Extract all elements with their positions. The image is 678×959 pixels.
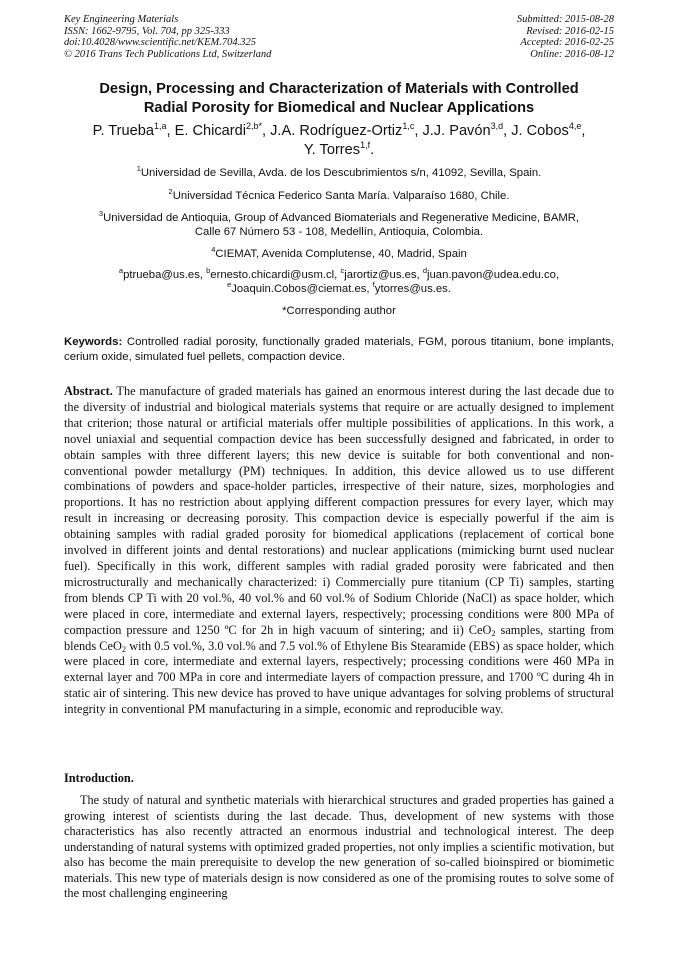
affil-num: 1 (136, 164, 141, 173)
author-sep: , (262, 123, 271, 139)
email-sup: b (206, 266, 211, 275)
email-sup: c (340, 266, 345, 275)
journal-info-header (64, 14, 271, 60)
author-list (56, 122, 622, 160)
affiliation-4 (60, 247, 618, 261)
affil-text: CIEMAT, Avenida Complutense, 40, Madrid, Spain (215, 248, 467, 260)
abstract-text: with 0.5 vol.%, 3.0 vol.% and 7.5 vol.% of Ethylene Bis Stearamide (EBS) as space holder, which were placed in core, intermediate and external layers, respectively; processing conditions were 460 MPa in external layer and 700 MPa in core and intermediate layers of compaction pressure, and 1700 ºC during 4h in static air of sintering. This new device has proved to have unique advantages for solving problems of structural integrity in conventional PM manufacturing in a simple, economic and reproducible way. (64, 638, 614, 717)
date-submitted: Submitted: 2015-08-28 (516, 14, 614, 25)
date-online: Online: 2016-08-12 (530, 48, 614, 60)
author-name: P. Trueba (92, 123, 154, 139)
author-affil-sup: 1,c (402, 121, 415, 131)
author-sep: . (370, 142, 375, 158)
affil-num: 3 (98, 209, 104, 218)
affil-num: 4 (211, 245, 216, 254)
journal-issn: ISSN: 1662-9795, Vol. 704, pp 325-333 (64, 25, 230, 37)
date-revised: Revised: 2016-02-15 (526, 25, 614, 37)
keywords-label: Keywords: (64, 336, 123, 348)
abstract-text: samples, starting from blends CeO (64, 622, 614, 653)
author-name: J. Cobos (511, 123, 569, 139)
author-sep: , (503, 123, 512, 139)
affil-text: Universidad Técnica Federico Santa María. Valparaíso 1680, Chile. (172, 190, 510, 202)
email-address: jarortiz@us.es, (344, 269, 423, 281)
affiliation-2 (60, 189, 618, 203)
journal-copyright: © 2016 Trans Tech Publications Ltd, Switzerland (64, 48, 272, 60)
affil-num: 2 (168, 187, 173, 196)
author-name: E. Chicardi (174, 123, 246, 139)
author-affil-sup: 1,f (360, 140, 371, 150)
abstract-subscript: 2 (121, 643, 127, 654)
email-list (60, 268, 618, 296)
email-address: ernesto.chicardi@usm.cl, (210, 269, 341, 281)
author-sep: , (166, 123, 175, 139)
email-sup: f (372, 280, 375, 289)
author-sep: , (414, 123, 423, 139)
abstract-label: Abstract. (64, 384, 113, 398)
email-sup: d (422, 266, 428, 275)
dates-header (517, 14, 614, 60)
author-affil-sup: 3,d (490, 121, 504, 131)
abstract (64, 384, 614, 718)
introduction-paragraph: The study of natural and synthetic materials with hierarchical structures and graded properties has gained a growing interest of scientists during the last decade. Thus, development of new systems with those characteristics has also recently attracted an enormous industrial and technological interest. The deep understanding of natural systems with optimized graded properties, not only implies a scientific motivation, but also has become the main prerequisite to develop the new generation of so-called bioinspired or biomimetic materials. This new type of materials design is now considered as one of the promising routes to solve some of the most challenging engineering (64, 793, 614, 900)
title-line-2: Radial Porosity for Biomedical and Nuclear Applications (143, 100, 535, 116)
author-affil-sup: 2,b* (246, 121, 263, 131)
author-sep: , (581, 123, 586, 139)
affil-text-line-2: Calle 67 Número 53 - 108, Medellín, Antioquia, Colombia. (194, 226, 484, 238)
affiliation-1 (60, 166, 618, 180)
affil-text: Universidad de Antioquia, Group of Advanced Biomaterials and Regenerative Medicine, BAMR, (103, 212, 580, 224)
corresponding-author-note: *Corresponding author (282, 305, 396, 317)
author-name: J.A. Rodríguez-Ortiz (270, 123, 403, 139)
journal-name: Key Engineering Materials (64, 14, 179, 25)
email-sup: e (227, 280, 232, 289)
email-address: juan.pavon@udea.edu.co, (427, 269, 560, 281)
affil-text: Universidad de Sevilla, Avda. de los Descubrimientos s/n, 41092, Sevilla, Spain. (140, 167, 542, 179)
email-address: ytorres@us.es. (374, 283, 451, 295)
affiliation-3 (60, 211, 618, 239)
paper-title (60, 80, 618, 118)
keywords (64, 335, 614, 365)
date-accepted: Accepted: 2016-02-25 (520, 37, 614, 48)
email-address: Joaquin.Cobos@ciemat.es, (231, 283, 373, 295)
abstract-text: The manufacture of graded materials has gained an enormous interest during the last decade due to the diversity of industrial and biological materials systems that require or are actually designed to implement that criterion; those natural or artificial materials offer multiple possibilities of applications. In this work, a novel uniaxial and sequential compaction device has been successfully designed and fabricated, in order to obtain samples with three different layers; this new device is suitable for both conventional and non-conventional powder metallurgy (PM) techniques. In addition, this device allowed us to use different combinations of powders and space-holder particles, irrespective of their nature, sizes, morphologies and proportions. It has no restriction about applying different compaction pressures for every layer, which may result in increasing or decreasing porosity. This compaction device is especially powerful if the aim is obtaining samples with radial graded porosity for biomedical applications (replacement of cortical bone involved in different joints and dental restorations) and nuclear applications (mimicking burnt used nuclear fuel). Specifically in this work, different samples with radial graded porosity were fabricated and then microstructurally and mechanically characterized: i) Commercially pure titanium (CP Ti) samples, starting from blends CP Ti with 20 vol.%, 40 vol.% and 60 vol.% of Sodium Chloride (NaCl) as space holder, which were placed in core, intermediate and external layers, respectively; processing conditions were 800 MPa of compaction pressure and 1250 ºC for 2h in high vacuum of sintering; and ii) CeO (64, 384, 614, 637)
author-name: Y. Torres (303, 142, 361, 158)
abstract-subscript: 2 (491, 627, 496, 638)
author-name: J.J. Pavón (422, 123, 491, 139)
title-line-1: Design, Processing and Characterization of Materials with Controlled (99, 81, 579, 97)
keywords-text: Controlled radial porosity, functionally graded materials, FGM, porous titanium, bone implants, cerium oxide, simulated fuel pellets, compaction device. (64, 336, 614, 363)
email-address: ptrueba@us.es, (123, 269, 207, 281)
journal-doi: doi:10.4028/www.scientific.net/KEM.704.325 (64, 37, 256, 48)
email-sup: a (118, 266, 124, 275)
author-affil-sup: 4,e (568, 121, 582, 131)
author-affil-sup: 1,a (154, 121, 167, 131)
section-heading-introduction: Introduction. (64, 771, 134, 785)
